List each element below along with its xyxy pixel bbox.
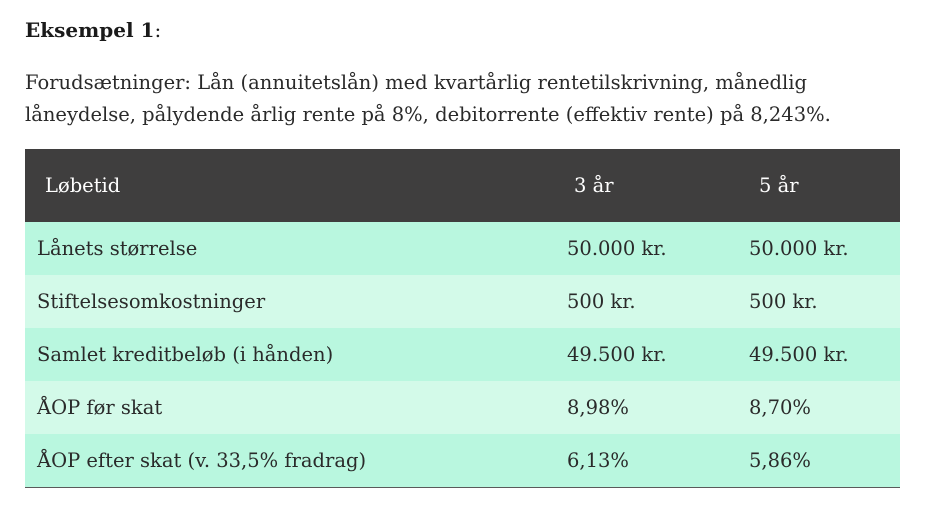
- table-header-row: [25, 149, 900, 222]
- example-heading-label: Eksempel 1: [25, 18, 155, 42]
- row-label: Stiftelsesomkostninger: [37, 290, 266, 313]
- value-5-years: 8,70%: [749, 396, 811, 419]
- loan-comparison-table: [25, 149, 900, 488]
- value-5-years: 500 kr.: [749, 290, 818, 313]
- header-5-years: 5 år: [759, 174, 799, 197]
- table-row-apr-before-tax: [25, 381, 900, 434]
- table-row-loan-size: [25, 222, 900, 275]
- value-3-years: 49.500 kr.: [567, 343, 667, 366]
- row-label: ÅOP efter skat (v. 33,5% fradrag): [37, 448, 367, 472]
- value-5-years: 5,86%: [749, 448, 811, 472]
- table-row-establishment-costs: [25, 275, 900, 328]
- value-3-years: 500 kr.: [567, 290, 636, 313]
- value-5-years: 50.000 kr.: [749, 237, 849, 260]
- value-3-years: 6,13%: [567, 448, 629, 472]
- table-row-apr-after-tax: [25, 434, 900, 487]
- example-heading: [25, 16, 161, 44]
- row-label: Lånets størrelse: [37, 237, 198, 260]
- assumptions-paragraph: Forudsætninger: Lån (annuitetslån) med kvartårlig rentetilskrivning, månedlig låneydelse, pålydende årlig rente på 8%, debitorrente (effektiv rente) på 8,243%.: [25, 71, 831, 126]
- row-label: Samlet kreditbeløb (i hånden): [37, 343, 334, 366]
- row-label: ÅOP før skat: [37, 396, 163, 419]
- value-3-years: 50.000 kr.: [567, 237, 667, 260]
- example-heading-colon: :: [154, 18, 162, 42]
- header-term: Løbetid: [45, 174, 121, 197]
- table-row-total-credit: [25, 328, 900, 381]
- value-5-years: 49.500 kr.: [749, 343, 849, 366]
- header-3-years: 3 år: [574, 174, 614, 197]
- value-3-years: 8,98%: [567, 396, 629, 419]
